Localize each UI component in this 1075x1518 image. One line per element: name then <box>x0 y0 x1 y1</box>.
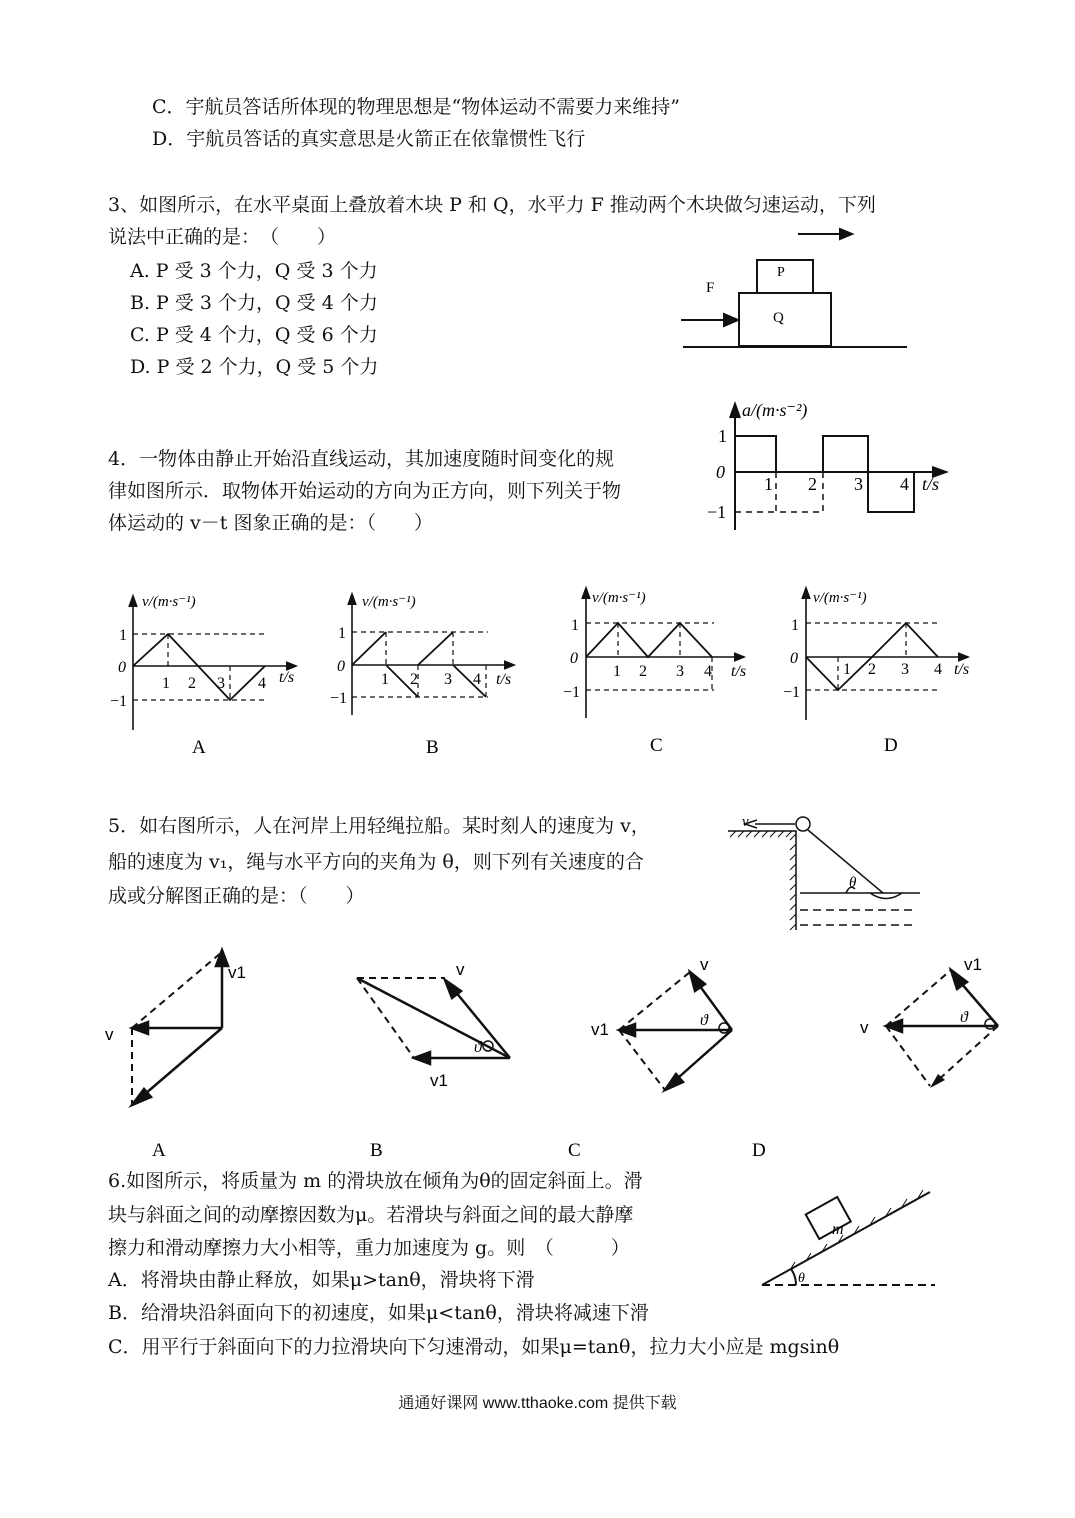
q5b-theta: ϑ <box>474 1039 482 1056</box>
q5d-v1: v1 <box>964 955 982 974</box>
q4a-ylabel: a/(m·s⁻²) <box>742 400 808 420</box>
vb-y-neg: −1 <box>330 690 348 707</box>
vb-ylabel: v/(m·s⁻¹) <box>362 594 416 610</box>
q5-stem-line3: 成或分解图正确的是：（ ） <box>108 885 365 907</box>
q3-label-p: P <box>777 265 785 280</box>
q5d-choice-label: D <box>752 1140 766 1161</box>
vd-y-neg: −1 <box>783 684 801 701</box>
vd-tick-4: 4 <box>934 661 942 678</box>
q4a-origin: 0 <box>716 462 725 482</box>
vd-tick-1: 1 <box>843 661 851 678</box>
q5c-v: v <box>700 955 709 974</box>
vc-tick-4: 4 <box>704 663 712 680</box>
vc-y-pos: 1 <box>571 617 579 634</box>
vb-tick-4: 4 <box>473 671 481 688</box>
q5-fig-v: v <box>742 814 749 830</box>
vc-choice-label: C <box>650 735 663 756</box>
vc-ylabel: v/(m·s⁻¹) <box>592 590 646 606</box>
q6-stem-line3: 擦力和滑动摩擦力大小相等，重力加速度为 g。则 （ ） <box>108 1237 630 1259</box>
q3-label-f: F <box>706 280 715 296</box>
q5b-choice-label: B <box>370 1140 383 1161</box>
q5a-choice-label: A <box>152 1140 166 1161</box>
va-y-pos: 1 <box>119 627 127 644</box>
va-tick-2: 2 <box>188 675 196 692</box>
vd-choice-label: D <box>884 735 898 756</box>
q5a-v: v <box>105 1025 114 1044</box>
vd-tick-3: 3 <box>901 661 909 678</box>
vb-origin: 0 <box>337 658 345 675</box>
q3-stem-line2: 说法中正确的是： （ ） <box>108 226 337 248</box>
vd-ylabel: v/(m·s⁻¹) <box>813 590 867 606</box>
q6-stem-line1: 6.如图所示，将质量为 m 的滑块放在倾角为θ的固定斜面上。滑 <box>108 1170 643 1192</box>
va-tick-3: 3 <box>217 675 225 692</box>
q6-option-b: B．给滑块沿斜面向下的初速度，如果μ<tanθ，滑块将减速下滑 <box>108 1302 649 1324</box>
q6-option-c: C．用平行于斜面向下的力拉滑块向下匀速滑动，如果μ=tanθ，拉力大小应是 mgsinθ <box>108 1336 840 1358</box>
vd-tick-2: 2 <box>868 661 876 678</box>
va-xlabel: t/s <box>279 669 295 686</box>
q4a-tick-4: 4 <box>900 474 909 494</box>
va-origin: 0 <box>118 659 126 676</box>
q5b-v: v <box>456 960 465 979</box>
q4a-tick-1: 1 <box>764 474 773 494</box>
vb-choice-label: B <box>426 737 439 758</box>
vc-tick-3: 3 <box>676 663 684 680</box>
q5a-v1: v1 <box>228 963 246 982</box>
va-tick-1: 1 <box>162 675 170 692</box>
q5-fig-theta: θ <box>849 875 857 891</box>
q4a-tick-3: 3 <box>854 474 863 494</box>
page-footer: 通通好课网 www.tthaoke.com 提供下载 <box>398 1395 677 1412</box>
vb-y-pos: 1 <box>338 625 346 642</box>
q4-stem-line3: 体运动的 v－t 图象正确的是：（ ） <box>108 512 433 534</box>
q2-option-d: D．宇航员答话的真实意思是火箭正在依靠惯性飞行 <box>152 128 586 150</box>
vb-xlabel: t/s <box>496 671 512 688</box>
q5c-choice-label: C <box>568 1140 581 1161</box>
q4-stem-line1: 4．一物体由静止开始沿直线运动，其加速度随时间变化的规 <box>108 448 615 470</box>
q5c-theta: ϑ <box>700 1012 708 1029</box>
vc-xlabel: t/s <box>731 663 747 680</box>
vd-origin: 0 <box>790 650 798 667</box>
va-y-neg: −1 <box>110 693 128 710</box>
q3-option-d: D. P 受 2 个力，Q 受 5 个力 <box>130 356 379 378</box>
vb-tick-1: 1 <box>381 671 389 688</box>
q6-fig-theta: θ <box>798 1271 805 1286</box>
q3-stem-line1: 3、如图所示，在水平桌面上叠放着木块 P 和 Q，水平力 F 推动两个木块做匀速运动，下列 <box>108 194 876 216</box>
q5-stem-line1: 5．如右图所示，人在河岸上用轻绳拉船。某时刻人的速度为 v， <box>108 815 650 837</box>
va-choice-label: A <box>192 737 206 758</box>
q6-option-a: A．将滑块由静止释放，如果μ>tanθ，滑块将下滑 <box>108 1269 535 1291</box>
vb-tick-3: 3 <box>444 671 452 688</box>
q4a-y-neg: −1 <box>707 502 727 522</box>
q5d-v: v <box>860 1018 869 1037</box>
q4-stem-line2: 律如图所示．取物体开始运动的方向为正方向，则下列关于物 <box>108 480 622 502</box>
q5b-v1: v1 <box>430 1071 448 1090</box>
q6-stem-line2: 块与斜面之间的动摩擦因数为μ。若滑块与斜面之间的最大静摩 <box>108 1204 634 1226</box>
q6-fig-m: m <box>832 1221 844 1238</box>
q4a-tick-2: 2 <box>808 474 817 494</box>
vc-tick-1: 1 <box>613 663 621 680</box>
vd-y-pos: 1 <box>791 617 799 634</box>
q5-stem-line2: 船的速度为 v₁，绳与水平方向的夹角为 θ，则下列有关速度的合 <box>108 851 644 873</box>
vb-tick-2: 2 <box>410 671 418 688</box>
q3-option-b: B. P 受 3 个力，Q 受 4 个力 <box>130 292 378 314</box>
q3-option-a: A. P 受 3 个力，Q 受 3 个力 <box>130 260 378 282</box>
va-ylabel: v/(m·s⁻¹) <box>142 594 196 610</box>
q5c-v1: v1 <box>591 1020 609 1039</box>
q3-option-c: C. P 受 4 个力，Q 受 6 个力 <box>130 324 378 346</box>
vd-xlabel: t/s <box>954 661 970 678</box>
vc-tick-2: 2 <box>639 663 647 680</box>
q3-label-q: Q <box>773 310 784 326</box>
q2-option-c: C．宇航员答话所体现的物理思想是“物体运动不需要力来维持” <box>152 96 680 118</box>
vc-y-neg: −1 <box>563 684 581 701</box>
va-tick-4: 4 <box>258 675 266 692</box>
vc-origin: 0 <box>570 650 578 667</box>
q4a-y-pos: 1 <box>718 426 727 446</box>
q5d-theta: ϑ <box>960 1009 968 1026</box>
q4a-xlabel: t/s <box>922 474 940 494</box>
